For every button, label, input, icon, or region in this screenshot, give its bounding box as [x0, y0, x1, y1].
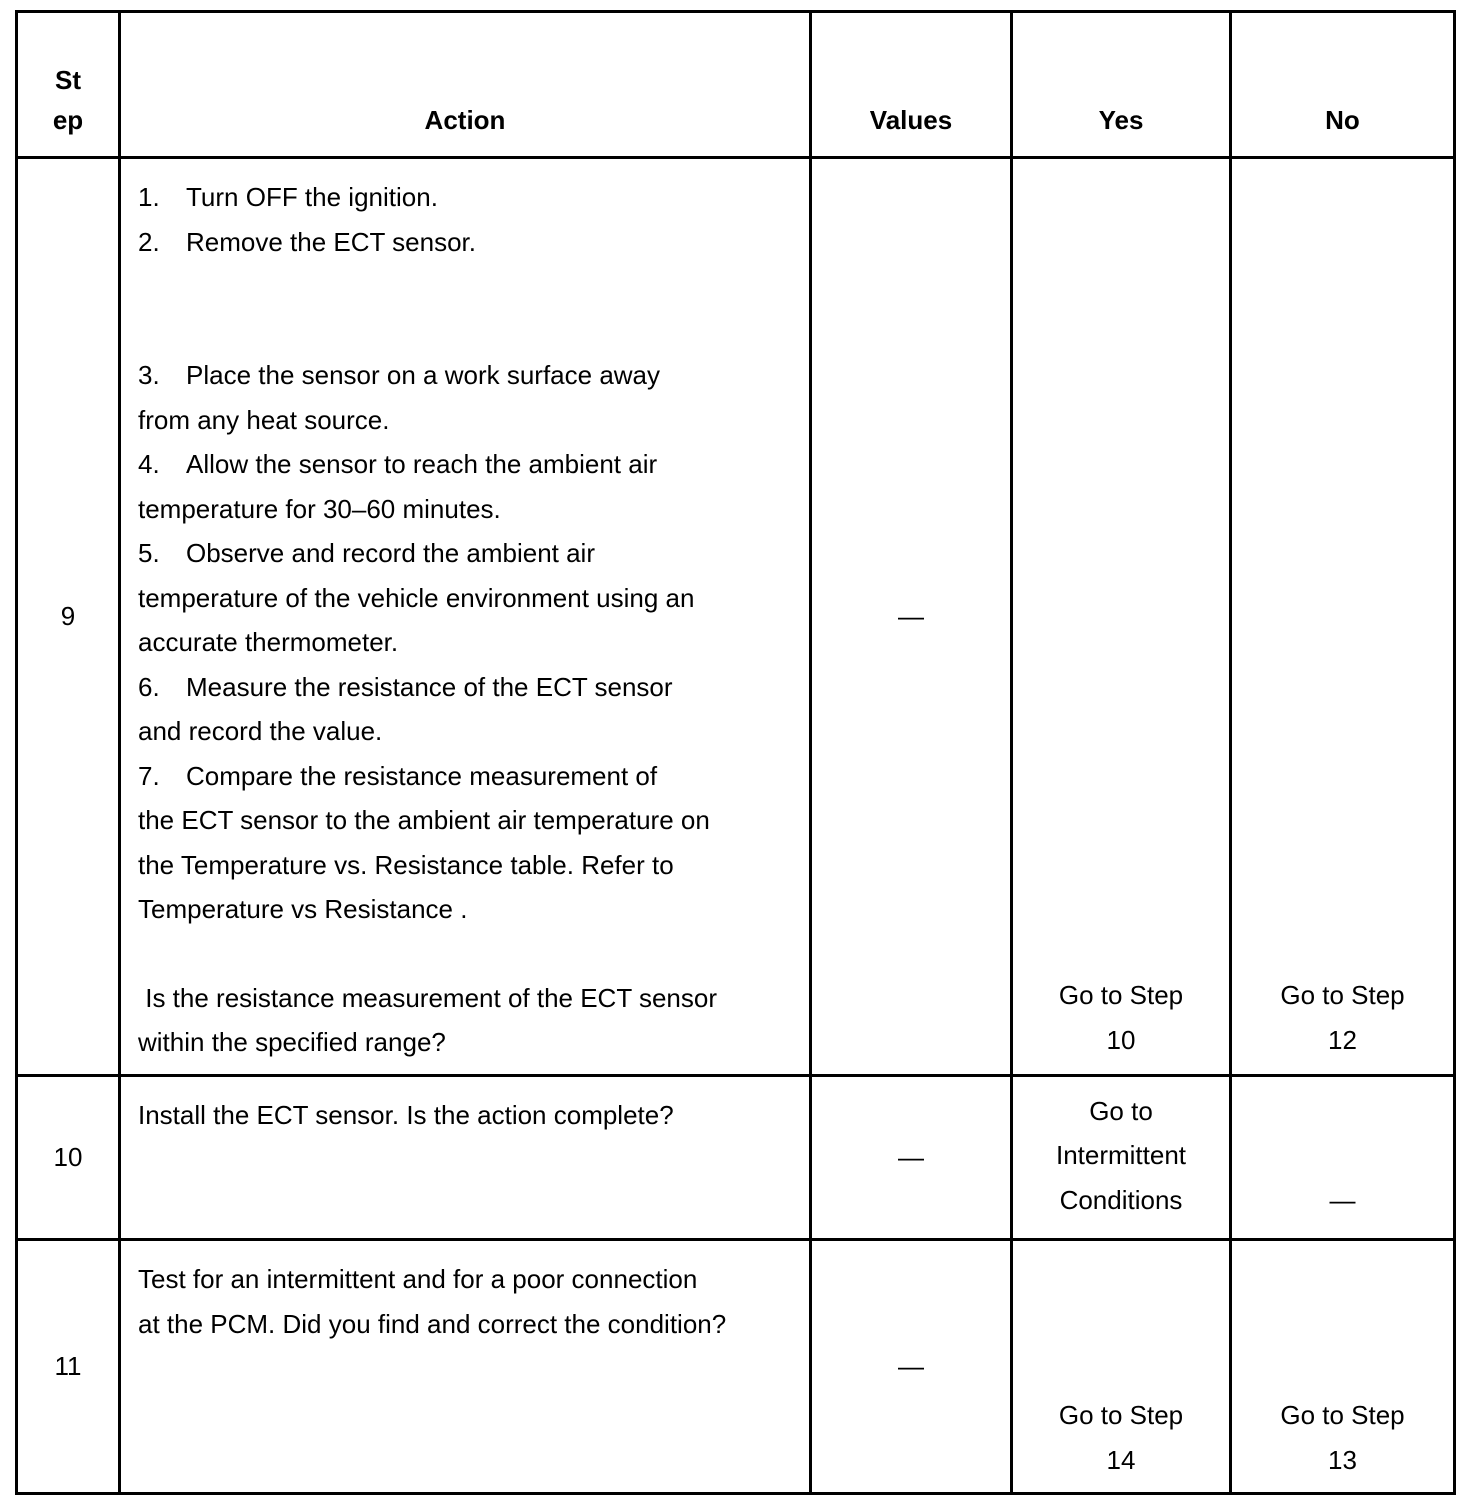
value-cell: — [811, 1240, 1012, 1494]
value-cell: — [811, 158, 1012, 1076]
header-action: Action [120, 12, 811, 158]
yes-cell: Go to Step 10 [1012, 158, 1231, 1076]
yes-cell: Go to Step 14 [1012, 1240, 1231, 1494]
step-number: 10 [17, 1076, 120, 1240]
action-text: Test for an intermittent and for a poor connection at the PCM. Did you find and correct the condition? [120, 1240, 811, 1494]
action-text: 1. Turn OFF the ignition. 2. Remove the ECT sensor. 3. Place the sensor on a work surface away from any heat source. 4. Allow the sensor to reach the ambient air temperature for 30–60 minutes. 5. Observe and record the ambient air temperature of the vehicle environment using an accurate thermometer. 6. Measure the resistance of the ECT sensor and record the value. 7. Compare the resistance measurement of the ECT sensor to the ambient air temperature on the Temperature vs. Resistance table. Refer to Temperature vs Resistance . Is the resistance measurement of the ECT sensor within the specified range? [120, 158, 811, 1076]
question: within the specified range? [138, 1027, 446, 1057]
header-row [17, 12, 1455, 158]
list-item: 3. Place the sensor on a work surface away [138, 360, 661, 390]
header-step: St ep [17, 12, 120, 158]
list-item: 2. Remove the ECT sensor. [138, 226, 476, 257]
list-item: 7. Compare the resistance measurement of [138, 760, 658, 791]
list-item: 1. Turn OFF the ignition. [138, 182, 438, 212]
header-values: Values [811, 12, 1012, 158]
step-number: 9 [17, 158, 120, 1076]
action-text: Install the ECT sensor. Is the action complete? [120, 1076, 811, 1240]
table-row [17, 1240, 1455, 1494]
value-cell: — [811, 1076, 1012, 1240]
diagnostic-table [15, 10, 1456, 1495]
header-yes: Yes [1012, 12, 1231, 158]
question: Is the resistance measurement of the ECT sensor [138, 982, 718, 1013]
no-cell: — [1231, 1076, 1455, 1240]
table-row [17, 1076, 1455, 1240]
list-item: 4. Allow the sensor to reach the ambient air [138, 449, 658, 479]
header-no: No [1231, 12, 1455, 158]
yes-cell: Go to Intermittent Conditions [1012, 1076, 1231, 1240]
list-item: 6. Measure the resistance of the ECT sensor [138, 671, 673, 702]
no-cell: Go to Step 13 [1231, 1240, 1455, 1494]
table-row [17, 158, 1455, 1076]
list-item: 5. Observe and record the ambient air [138, 538, 595, 568]
no-cell: Go to Step 12 [1231, 158, 1455, 1076]
step-number: 11 [17, 1240, 120, 1494]
